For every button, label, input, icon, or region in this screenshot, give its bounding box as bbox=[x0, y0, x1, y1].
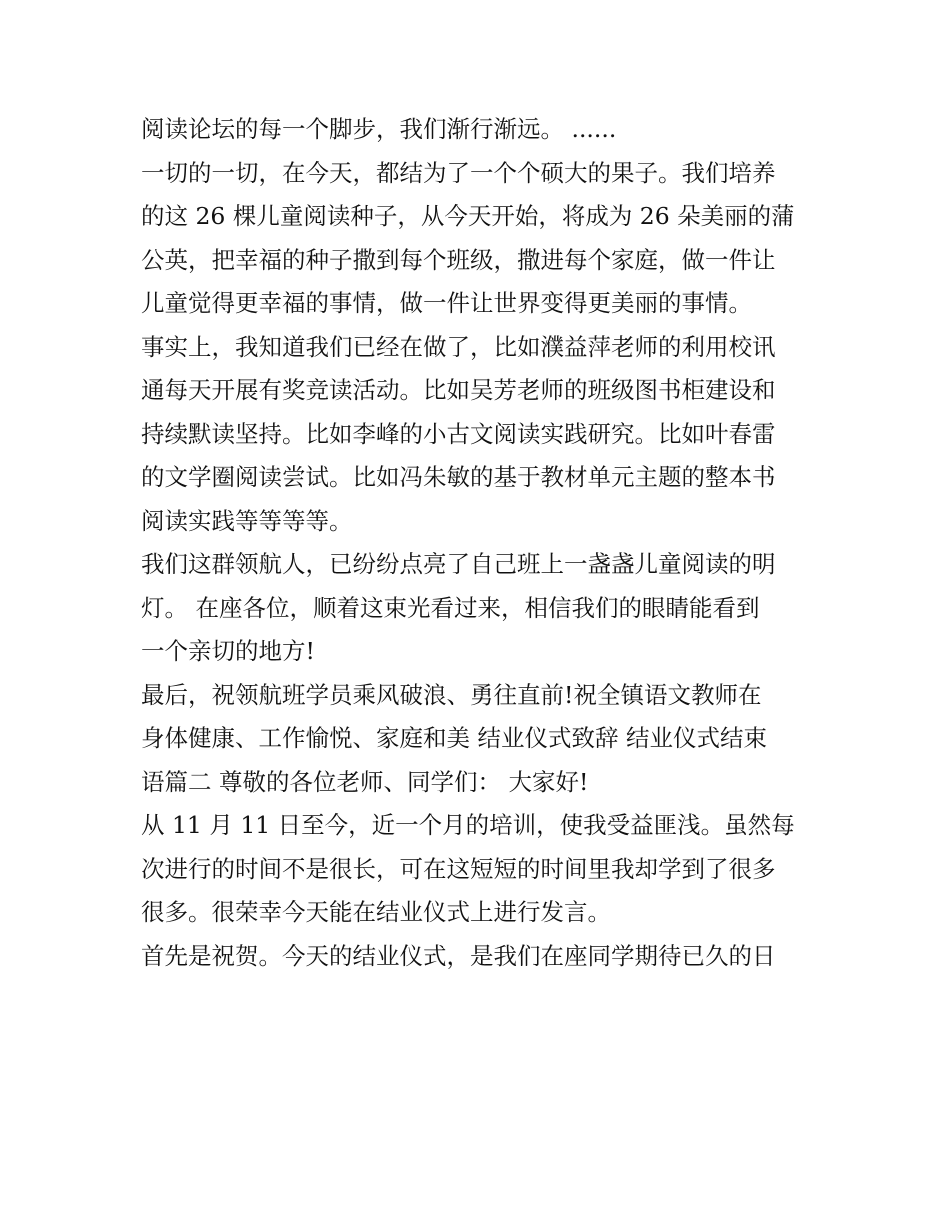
text-line: 最后，祝领航班学员乘风破浪、勇往直前!祝全镇语文教师在 bbox=[141, 680, 762, 709]
text-line: 阅读实践等等等等。 bbox=[141, 506, 353, 535]
text-line: 首先是祝贺。今天的结业仪式，是我们在座同学期待已久的日 bbox=[141, 941, 776, 970]
text-line: 公英，把幸福的种子撒到每个班级，撒进每个家庭，做一件让 bbox=[141, 245, 776, 274]
text-line: 阅读论坛的每一个脚步，我们渐行渐远。 ...... bbox=[141, 115, 617, 143]
text-line: 从 11 月 11 日至今，近一个月的培训，使我受益匪浅。虽然每 bbox=[141, 811, 795, 839]
text-line: 持续默读坚持。比如李峰的小古文阅读实践研究。比如叶春雷 bbox=[141, 419, 776, 448]
text-line: 次进行的时间不是很长，可在这短短的时间里我却学到了很多 bbox=[141, 854, 776, 883]
document-body bbox=[141, 108, 821, 978]
text-line: 身体健康、工作愉悦、家庭和美 结业仪式致辞 结业仪式结束 bbox=[141, 724, 767, 752]
text-line: 通每天开展有奖竞读活动。比如吴芳老师的班级图书柜建设和 bbox=[141, 376, 776, 404]
text-line: 很多。很荣幸今天能在结业仪式上进行发言。 bbox=[141, 898, 611, 926]
text-line: 语篇二 尊敬的各位老师、同学们： 大家好! bbox=[141, 767, 589, 796]
text-line: 的文学圈阅读尝试。比如冯朱敏的基于教材单元主题的整本书 bbox=[141, 463, 776, 491]
text-line: 儿童觉得更幸福的事情，做一件让世界变得更美丽的事情。 bbox=[141, 289, 752, 317]
text-line: 的这 26 棵儿童阅读种子，从今天开始，将成为 26 朵美丽的蒲 bbox=[141, 202, 795, 230]
text-line: 一切的一切，在今天，都结为了一个个硕大的果子。我们培养 bbox=[141, 158, 776, 187]
text-line: 事实上，我知道我们已经在做了，比如濮益萍老师的利用校讯 bbox=[141, 332, 776, 361]
text-line: 灯。 在座各位，顺着这束光看过来，相信我们的眼睛能看到 bbox=[141, 593, 760, 622]
text-line: 一个亲切的地方! bbox=[141, 637, 315, 665]
text-line: 我们这群领航人，已纷纷点亮了自己班上一盏盏儿童阅读的明 bbox=[141, 550, 776, 578]
